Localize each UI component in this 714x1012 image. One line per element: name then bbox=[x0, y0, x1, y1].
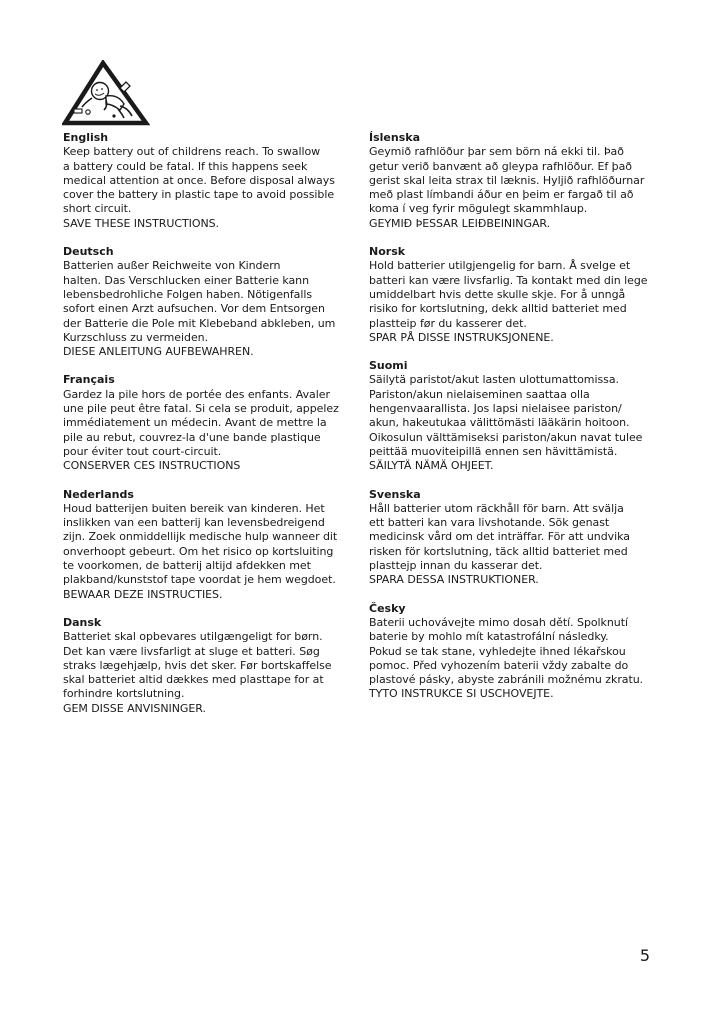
section-islenska bbox=[369, 131, 661, 231]
section-english bbox=[63, 131, 355, 231]
text-line: akun, hakeutukaa välittömästi lääkärin hoitoon. bbox=[369, 416, 630, 430]
text-line: forhindre kortslutning. bbox=[63, 687, 185, 701]
text-line: plakband/kunststof tape voordat je hem wegdoet. bbox=[63, 573, 336, 587]
section-norsk bbox=[369, 245, 661, 345]
text-line: te voorkomen, de batterij altijd afdekken met bbox=[63, 559, 311, 573]
text-line: Batterien außer Reichweite von Kindern bbox=[63, 259, 281, 273]
section-heading: Suomi bbox=[369, 359, 408, 373]
text-line: halten. Das Verschlucken einer Batterie kann bbox=[63, 273, 310, 287]
text-line: plastteip før du kasserer det. bbox=[369, 316, 527, 330]
text-line: SPAR PÅ DISSE INSTRUKSJONENE. bbox=[369, 330, 554, 344]
section-heading: Česky bbox=[369, 601, 406, 615]
text-line: a battery could be fatal. If this happens seek bbox=[63, 159, 308, 173]
text-line: Baterii uchovávejte mimo dosah dětí. Spolknutí bbox=[369, 615, 628, 629]
text-line: Keep battery out of childrens reach. To swallow bbox=[63, 145, 321, 159]
text-line: SAVE THESE INSTRUCTIONS. bbox=[63, 216, 220, 230]
choking-hazard-child-battery-icon bbox=[62, 60, 150, 126]
text-line: peittää muoviteipillä ennen sen hävittämistä. bbox=[369, 444, 618, 458]
text-line: getur verið banvænt að gleypa rafhlöður. Ef það bbox=[369, 159, 632, 173]
text-line: hengenvaarallista. Jos lapsi nielaisee pariston/ bbox=[369, 402, 622, 416]
text-line: með plast límbandi áður en þeim er fargað til að bbox=[369, 188, 634, 202]
text-line: Håll batterier utom räckhåll för barn. Att svälja bbox=[369, 501, 624, 515]
right-column bbox=[369, 131, 661, 716]
section-heading: Svenska bbox=[369, 487, 421, 501]
text-line: Oikosulun välttämiseksi pariston/akun navat tulee bbox=[369, 430, 643, 444]
section-dansk bbox=[63, 616, 355, 716]
text-line: baterie by mohlo mít katastrofální následky. bbox=[369, 630, 609, 644]
text-line: pomoc. Před vyhozením baterii vždy zabalte do bbox=[369, 658, 629, 672]
section-heading: Français bbox=[63, 373, 115, 387]
text-line: medical attention at once. Before disposal always bbox=[63, 173, 335, 187]
section-francais bbox=[63, 373, 355, 473]
text-line: inslikken van een batterij kan levensbedreigend bbox=[63, 516, 325, 530]
text-line: Gardez la pile hors de portée des enfants. Avaler bbox=[63, 387, 330, 401]
text-line: umiddelbart hvis dette skulle skje. For å unngå bbox=[369, 287, 626, 301]
text-line: medicinsk vård om det inträffar. För att undvika bbox=[369, 530, 630, 544]
text-line: koma í veg fyrir mögulegt skammhlaup. bbox=[369, 202, 588, 216]
text-line: SPARA DESSA INSTRUKTIONER. bbox=[369, 573, 539, 587]
section-deutsch bbox=[63, 245, 355, 359]
text-line: onverhoopt gebeurt. Om het risico op kortsluiting bbox=[63, 544, 334, 558]
text-line: cover the battery in plastic tape to avoid possible bbox=[63, 188, 335, 202]
section-heading: Deutsch bbox=[63, 245, 114, 259]
text-line: der Batterie die Pole mit Klebeband abkleben, um bbox=[63, 316, 336, 330]
text-line: straks lægehjælp, hvis det sker. Før bortskaffelse bbox=[63, 658, 332, 672]
text-line: Hold batterier utilgjengelig for barn. Å svelge et bbox=[369, 259, 631, 273]
section-svenska bbox=[369, 488, 661, 588]
text-line: CONSERVER CES INSTRUCTIONS bbox=[63, 459, 241, 473]
text-line: plastové pásky, abyste zabránili možnému zkratu. bbox=[369, 673, 644, 687]
text-line: DIESE ANLEITUNG AUFBEWAHREN. bbox=[63, 345, 254, 359]
section-heading: Íslenska bbox=[369, 131, 420, 144]
section-nederlands bbox=[63, 488, 355, 602]
text-line: skal batteriet altid dækkes med plasttape for at bbox=[63, 673, 324, 687]
text-line: Batteriet skal opbevares utilgængeligt for børn. bbox=[63, 630, 323, 644]
text-line: BEWAAR DEZE INSTRUCTIES. bbox=[63, 587, 223, 601]
text-line: pile au rebut, couvrez-la d'une bande plastique bbox=[63, 430, 321, 444]
section-suomi bbox=[369, 359, 661, 473]
text-line: risken för kortslutning, täck alltid batteriet med bbox=[369, 544, 628, 558]
text-line: pour éviter tout court-circuit. bbox=[63, 444, 222, 458]
text-line: TYTO INSTRUKCE SI USCHOVEJTE. bbox=[369, 687, 554, 701]
text-line: Geymið rafhlöður þar sem börn ná ekki til. Það bbox=[369, 145, 624, 159]
page-number: 5 bbox=[639, 946, 650, 965]
text-line: zijn. Zoek onmiddellijk medische hulp wanneer dit bbox=[63, 530, 338, 544]
left-column bbox=[63, 131, 355, 730]
text-line: gerist skal leita strax til læknis. Hyljið rafhlöðurnar bbox=[369, 173, 645, 187]
text-line: Säilytä paristot/akut lasten ulottumattomissa. bbox=[369, 373, 619, 387]
text-line: GEM DISSE ANVISNINGER. bbox=[63, 701, 206, 715]
text-line: Houd batterijen buiten bereik van kinderen. Het bbox=[63, 501, 325, 515]
text-line: Det kan være livsfarligt at sluge et batteri. Søg bbox=[63, 644, 320, 658]
text-line: lebensbedrohliche Folgen haben. Nötigenfalls bbox=[63, 287, 313, 301]
text-line: batteri kan være livsfarlig. Ta kontakt med din lege bbox=[369, 273, 648, 287]
text-line: sofort einen Arzt aufsuchen. Vor dem Entsorgen bbox=[63, 302, 325, 316]
text-line: risiko for kortslutning, dekk alltid batteriet med bbox=[369, 302, 627, 316]
text-line: Kurzschluss zu vermeiden. bbox=[63, 330, 209, 344]
text-line: immédiatement un médecin. Avant de mettre la bbox=[63, 416, 327, 430]
text-line: ett batteri kan vara livshotande. Sök genast bbox=[369, 516, 610, 530]
text-line: une pile peut être fatal. Si cela se produit, appelez bbox=[63, 402, 339, 416]
text-line: plasttejp innan du kasserar det. bbox=[369, 559, 543, 573]
text-line: Pariston/akun nielaiseminen saattaa olla bbox=[369, 387, 590, 401]
section-heading: Norsk bbox=[369, 245, 406, 259]
section-cesky bbox=[369, 602, 661, 702]
section-heading: Nederlands bbox=[63, 487, 134, 501]
text-line: SÄILYTÄ NÄMÄ OHJEET. bbox=[369, 459, 494, 473]
text-line: Pokud se tak stane, vyhledejte ihned lékařskou bbox=[369, 644, 626, 658]
text-line: short circuit. bbox=[63, 202, 132, 216]
section-heading: English bbox=[63, 131, 109, 144]
section-heading: Dansk bbox=[63, 615, 102, 629]
text-line: GEYMIÐ ÞESSAR LEIÐBEININGAR. bbox=[369, 216, 551, 230]
